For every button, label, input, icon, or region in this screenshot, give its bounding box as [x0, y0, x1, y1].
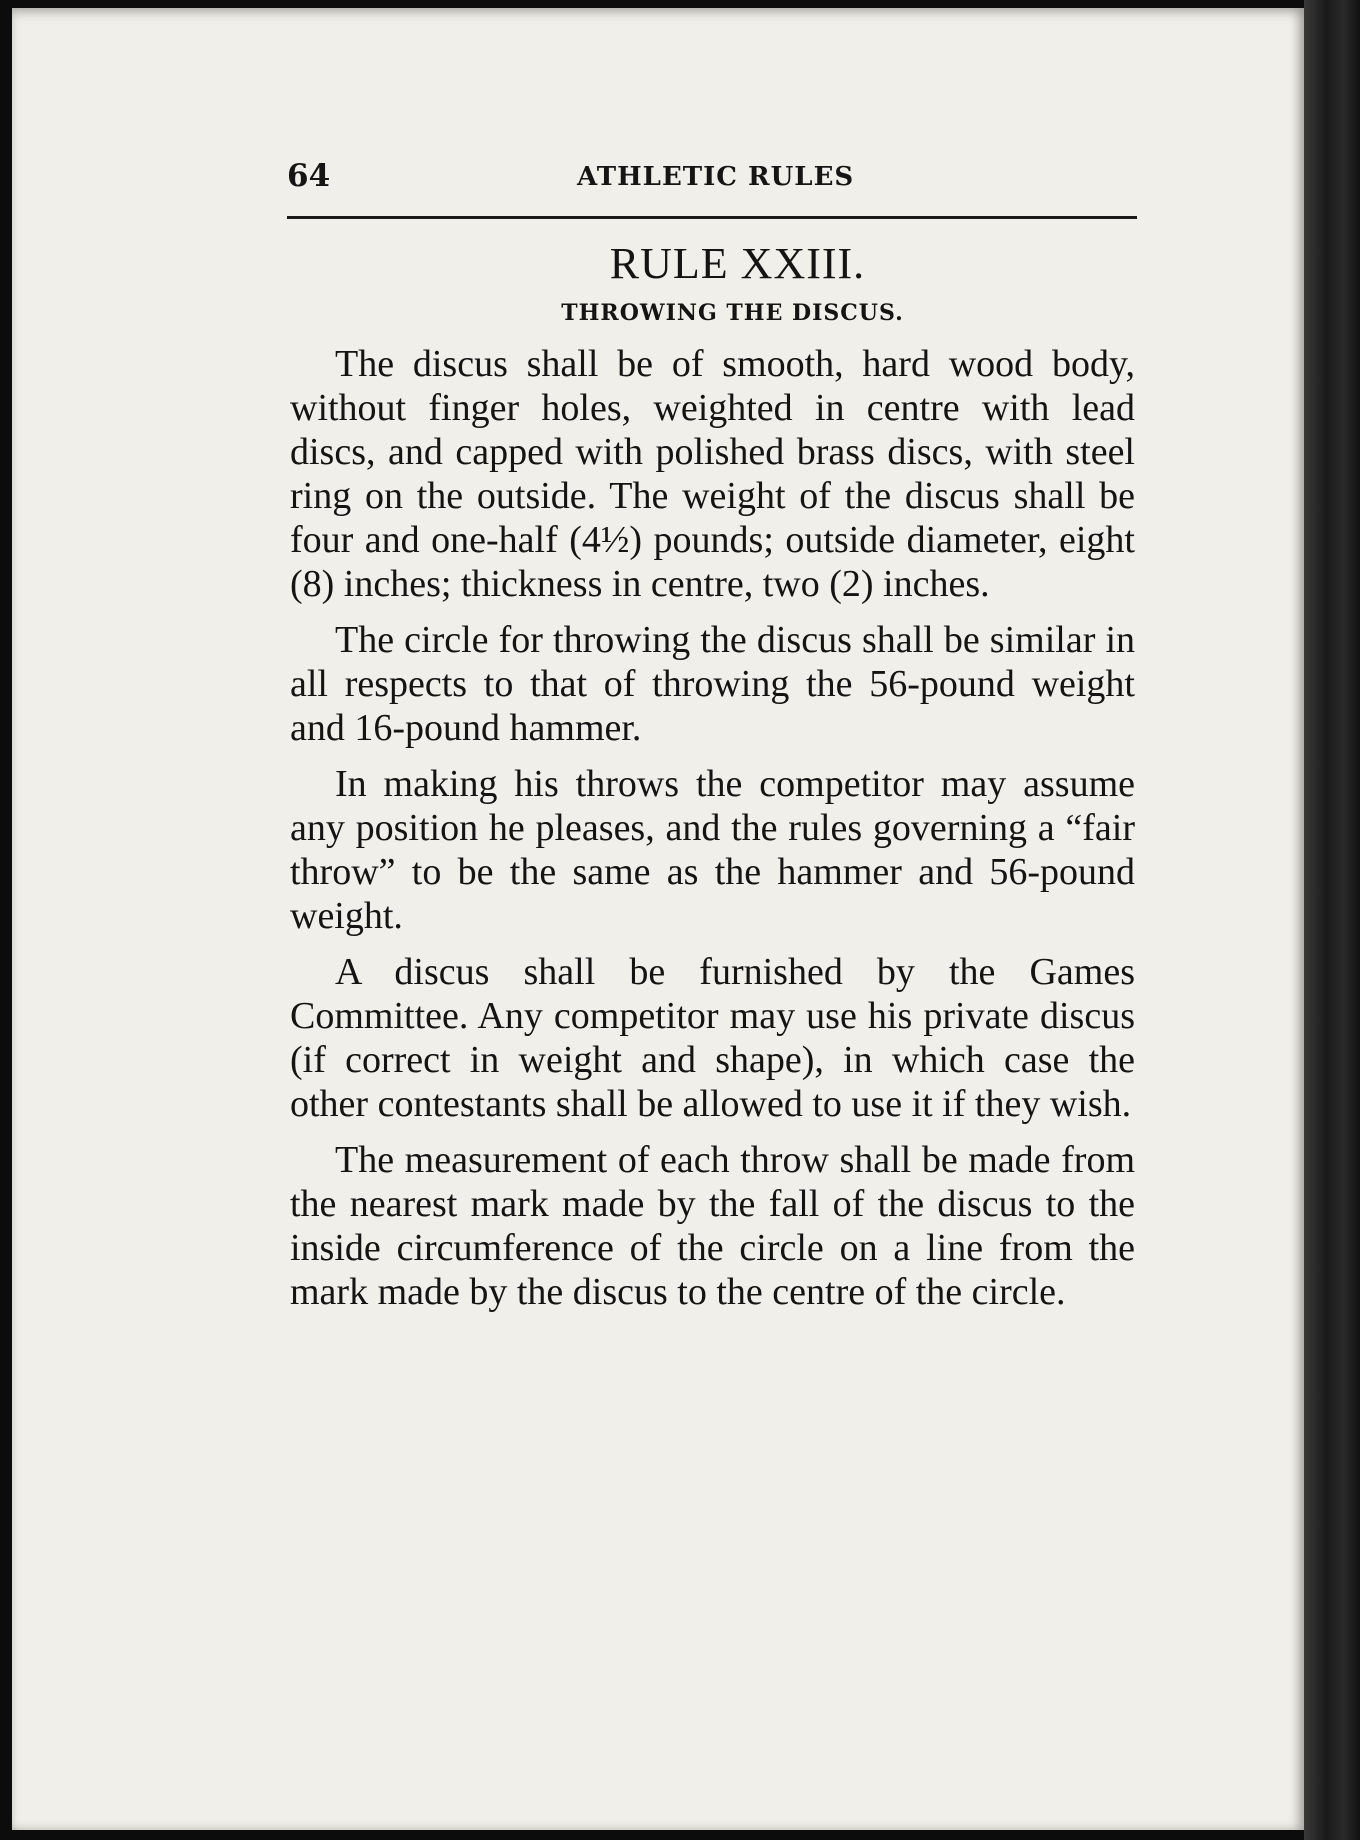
rule-heading: RULE XXIII.	[609, 239, 866, 288]
running-head-title: ATHLETIC RULES	[577, 162, 855, 192]
section-heading: THROWING THE DISCUS.	[561, 300, 904, 326]
paragraph: The circle for throwing the discus shall be similar in all respects to that of throwing the 56-pound weight and 16-pound hammer.	[290, 619, 1135, 749]
paragraph: The discus shall be of smooth, hard wood body, without finger holes, weighted in centre with lead discs, and capped with polished brass discs, with steel ring on the outside. The weight of the discus shall be four and one-half (4½) pounds; outside diameter, eight (8) inches; thickness in centre, two (2) inches.	[290, 343, 1135, 605]
page-number: 64	[287, 158, 331, 194]
running-head	[287, 158, 1137, 208]
paragraph: A discus shall be furnished by the Games Committee. Any competitor may use his private discus (if correct in weight and shape), in which case the other contestants shall be allowed to use it if they wish.	[290, 951, 1135, 1125]
page-body	[290, 236, 1135, 1326]
paragraph: In making his throws the competitor may assume any position he pleases, and the rules governing a “fair throw” to be the same as the hammer and 56-pound weight.	[290, 763, 1135, 937]
book-page	[12, 8, 1304, 1830]
book-spine-edge	[1304, 0, 1360, 1840]
paragraph: The measurement of each throw shall be made from the nearest mark made by the fall of the discus to the inside circumference of the circle on a line from the mark made by the discus to the centre of the circle.	[290, 1139, 1135, 1313]
header-divider	[287, 216, 1137, 219]
